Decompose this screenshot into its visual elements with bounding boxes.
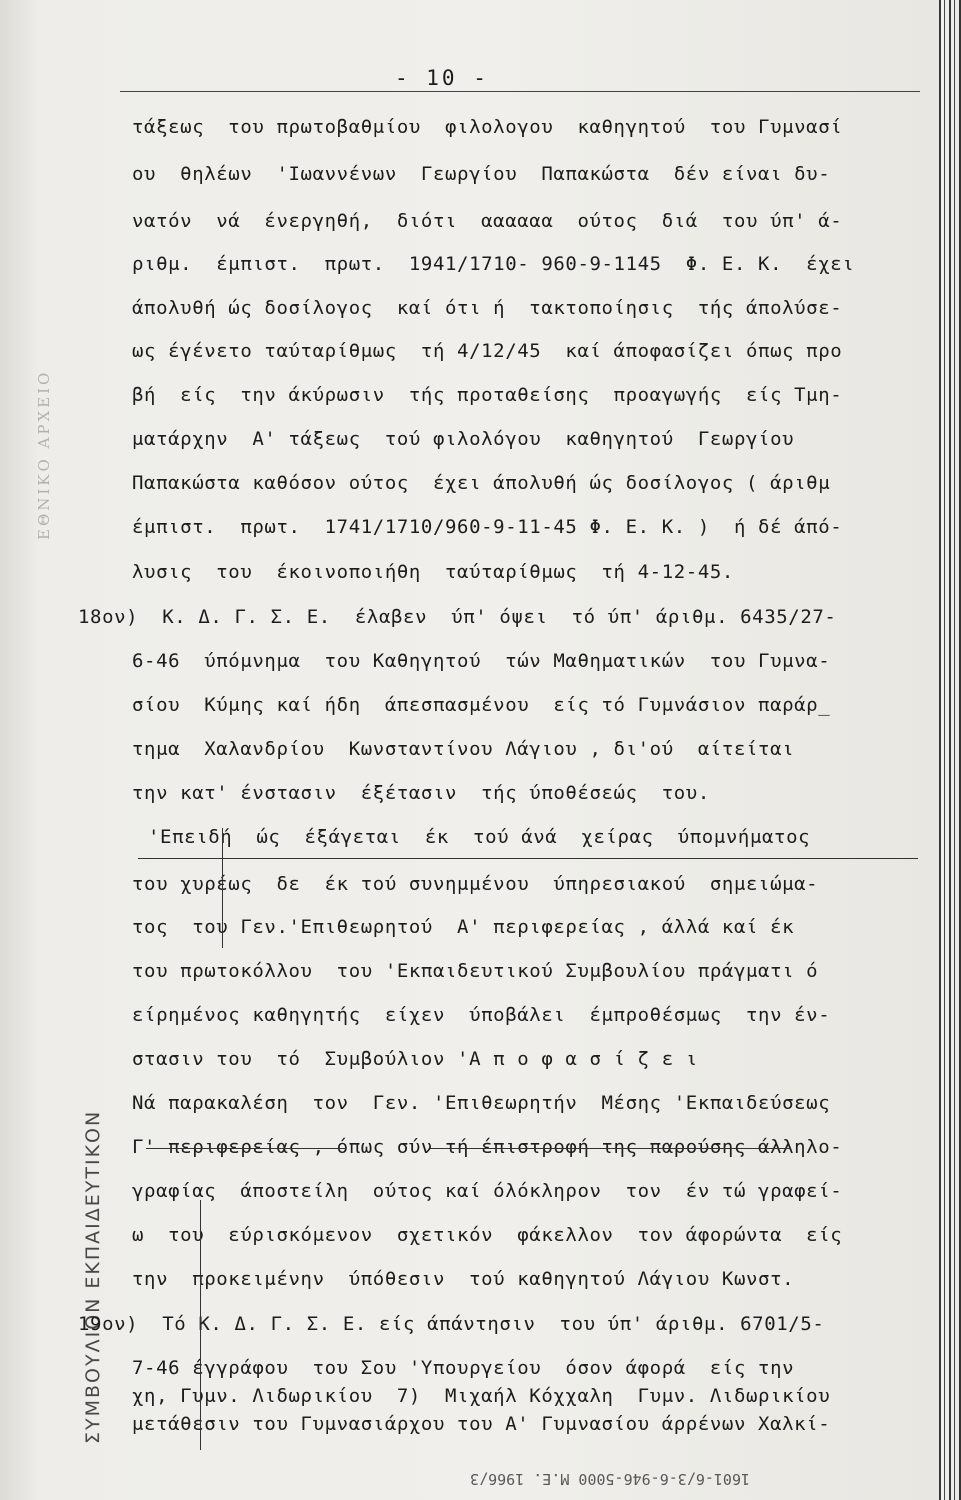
- text-line: του πρωτοκόλλου του 'Εκπαιδευτικού Συμβουλίου πράγματι ό: [132, 960, 819, 982]
- side-vertical-label: ΣΥΜΒΟΥΛΙΟΝ ΕΚΠΑΙΔΕΥΤΙΚΟΝ: [82, 1109, 104, 1444]
- text-line: Νά παρακαλέση τον Γεν. 'Επιθεωρητήν Μέσης 'Εκπαιδεύσεως: [132, 1092, 831, 1114]
- text-line: 7-46 έγγράφου του Σου 'Υπουργείου όσον άφορά είς την: [132, 1357, 795, 1379]
- text-line: βή είς την άκύρωσιν τής προταθείσης προαγωγής είς Τμη-: [132, 384, 843, 406]
- text-line: την κατ' ένστασιν έξέτασιν τής ύποθέσεώς του.: [132, 782, 710, 804]
- text-line: είρημένος καθηγητής είχεν ύποβάλει έμπροθέσμως την έν-: [132, 1004, 831, 1026]
- text-line: τος του Γεν.'Επιθεωρητού Α' περιφερείας , άλλά καί έκ: [132, 916, 795, 938]
- text-line: νατόν νά ένεργηθή, διότι αααααα ούτος διά του ύπ' ά-: [132, 210, 843, 232]
- text-line: του χυρέως δε έκ τού συνημμένου ύπηρεσιακού σημειώμα-: [132, 873, 819, 895]
- text-line: λυσις του έκοινοποιήθη ταύταρίθμως τή 4-12-45.: [132, 561, 734, 583]
- text-line: Γ' περιφερείας , όπως σύν τή έπιστροφή της παρούσης άλληλο-: [132, 1136, 843, 1158]
- underline-mark: [138, 858, 918, 859]
- text-line: 19ον) Τό Κ. Δ. Γ. Σ. Ε. είς άπάντησιν του ύπ' άριθμ. 6701/5-: [78, 1313, 825, 1335]
- margin-bar: [222, 828, 223, 948]
- text-line: μετάθεσιν του Γυμνασιάρχου του Α' Γυμνασίου άρρένων Χαλκί-: [132, 1413, 831, 1435]
- underline-mark: [430, 1148, 790, 1149]
- text-line: ω του εύρισκόμενον σχετικόν φάκελλον τον άφορώντα είς: [132, 1224, 843, 1246]
- text-line: τημα Χαλανδρίου Κωνσταντίνου Λάγιου , δι'ού αίτείται: [132, 738, 795, 760]
- text-line: τάξεως του πρωτοβαθμίου φιλολογου καθηγητού του Γυμνασί: [132, 116, 843, 138]
- text-line: την προκειμένην ύπόθεσιν τού καθηγητού Λάγιου Κωνστ.: [132, 1268, 795, 1290]
- text-line: ριθμ. έμπιστ. πρωτ. 1941/1710- 960-9-1145 Φ. Ε. Κ. έχει: [132, 253, 855, 275]
- top-rule: [120, 91, 920, 92]
- text-line: έμπιστ. πρωτ. 1741/1710/960-9-11-45 Φ. Ε. Κ. ) ή δέ άπό-: [132, 516, 843, 538]
- printer-footer: 1601-6/3-6-946-5000 Μ.Ε. 1966/3: [470, 1470, 750, 1488]
- underline-mark: [146, 1148, 346, 1149]
- text-line: ως έγένετο ταύταρίθμως τή 4/12/45 καί άποφασίζει όπως προ: [132, 340, 843, 362]
- margin-bar: [200, 1200, 201, 1450]
- text-line: ου θηλέων 'Ιωαννένων Γεωργίου Παπακώστα δέν είναι δυ-: [132, 163, 831, 185]
- text-line: 'Επειδή ώς έξάγεται έκ τού άνά χείρας ύπομνήματος: [148, 826, 811, 848]
- page-number: - 10 -: [395, 66, 489, 90]
- text-line: σίου Κύμης καί ήδη άπεσπασμένου είς τό Γυμνάσιον παράρ_: [132, 694, 831, 716]
- faint-margin-stamp: ΕΘΝΙΚΟ ΑΡΧΕΙΟ: [35, 369, 53, 540]
- text-line: χη, Γυμν. Λιδωρικίου 7) Μιχαήλ Κόχχαλη Γυμν. Λιδωρικίου: [132, 1385, 831, 1407]
- text-line: στασιν του τό Συμβούλιον 'Α π ο φ α σ ί ζ ε ι: [132, 1048, 698, 1070]
- text-line: γραφίας άποστείλη ούτος καί όλόκληρον τον έν τώ γραφεί-: [132, 1180, 843, 1202]
- text-line: 6-46 ύπόμνημα του Καθηγητού τών Μαθηματικών του Γυμνα-: [132, 650, 831, 672]
- text-line: Παπακώστα καθόσον ούτος έχει άπολυθή ώς δοσίλογος ( άριθμ: [132, 472, 831, 494]
- page-edge-shadow: [939, 0, 961, 1500]
- text-line: ματάρχην Α' τάξεως τού φιλολόγου καθηγητού Γεωργίου: [132, 428, 795, 450]
- text-line: άπολυθή ώς δοσίλογος καί ότι ή τακτοποίησις τής άπολύσε-: [132, 297, 843, 319]
- text-line: 18ον) Κ. Δ. Γ. Σ. Ε. έλαβεν ύπ' όψει τό ύπ' άριθμ. 6435/27-: [78, 606, 837, 628]
